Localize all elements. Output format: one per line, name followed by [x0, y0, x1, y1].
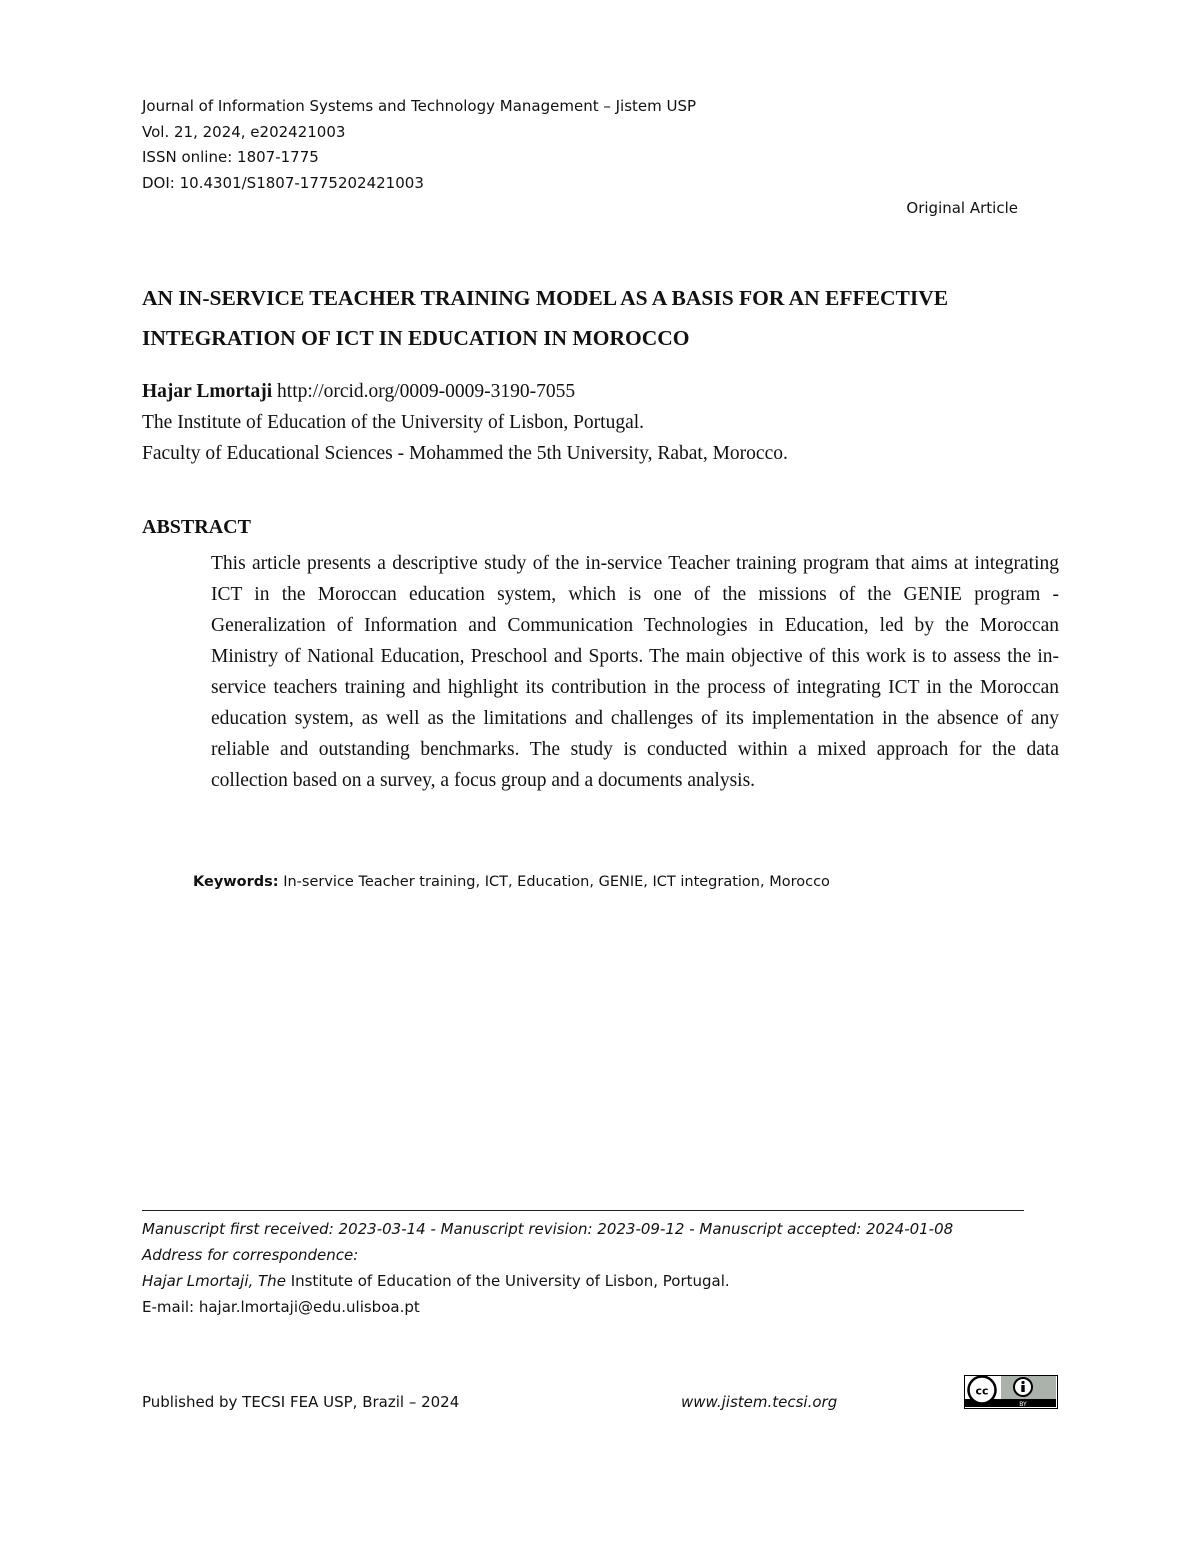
keywords	[193, 874, 830, 890]
journal-volume: Vol. 21, 2024, e202421003	[142, 122, 346, 141]
keywords-text: In-service Teacher training, ICT, Education, GENIE, ICT integration, Morocco	[278, 874, 830, 890]
article-type: Original Article	[906, 199, 1018, 217]
journal-issn: ISSN online: 1807-1775	[142, 148, 319, 167]
cc-by-license-icon[interactable]	[964, 1375, 1058, 1409]
abstract-text: This article presents a descriptive study of the in-service Teacher training program that aims at integrating ICT in the Moroccan education system, which is one of the missions of the GENIE program - Generalization of Information and Communication Technologies in Education, led by the Moroccan Ministry of National Education, Preschool and Sports. The main objective of this work is to assess the in-service teachers training and highlight its contribution in the process of integrating ICT in the Moroccan education system, as well as the limitations and challenges of its implementation in the absence of any reliable and outstanding benchmarks. The study is conducted within a mixed approach for the data collection based on a survey, a focus group and a documents analysis.	[211, 553, 1059, 791]
footnote	[142, 1216, 953, 1320]
correspondence-label: Address for correspondence:	[142, 1246, 359, 1264]
correspondence-address: Institute of Education of the University of Lisbon, Portugal.	[285, 1272, 730, 1290]
journal-name: Journal of Information Systems and Technology Management – Jistem USP	[142, 97, 697, 115]
publisher: Published by TECSI FEA USP, Brazil – 2024	[142, 1393, 460, 1411]
keywords-label: Keywords:	[193, 874, 279, 890]
correspondence-name: Hajar Lmortaji, The	[142, 1272, 286, 1290]
journal-header	[142, 94, 696, 197]
journal-doi[interactable]: DOI: 10.4301/S1807-1775202421003	[142, 174, 424, 193]
footnote-divider	[142, 1210, 1024, 1211]
title-line-2: INTEGRATION OF ICT IN EDUCATION IN MOROCCO	[142, 326, 690, 350]
license-by-label: BY	[1019, 1401, 1027, 1407]
abstract-heading: ABSTRACT	[142, 516, 251, 538]
title-line-1: AN IN-SERVICE TEACHER TRAINING MODEL AS A BASIS FOR AN EFFECTIVE	[142, 286, 949, 310]
author-orcid-link[interactable]: http://orcid.org/0009-0009-3190-7055	[277, 381, 576, 402]
author-affiliation-2: Faculty of Educational Sciences - Mohammed the 5th University, Rabat, Morocco.	[142, 443, 788, 464]
article-title	[142, 278, 1062, 358]
manuscript-dates: Manuscript first received: 2023-03-14 - Manuscript revision: 2023-09-12 - Manuscript accepted: 2024-01-08	[142, 1220, 954, 1238]
author-block	[142, 376, 788, 469]
website-link[interactable]: www.jistem.tecsi.org	[681, 1393, 838, 1411]
correspondence-email[interactable]: E-mail: hajar.lmortaji@edu.ulisboa.pt	[142, 1298, 420, 1316]
author-name: Hajar Lmortaji	[142, 381, 273, 402]
author-affiliation-1: The Institute of Education of the University of Lisbon, Portugal.	[142, 412, 645, 433]
svg-text:cc: cc	[975, 1384, 989, 1398]
